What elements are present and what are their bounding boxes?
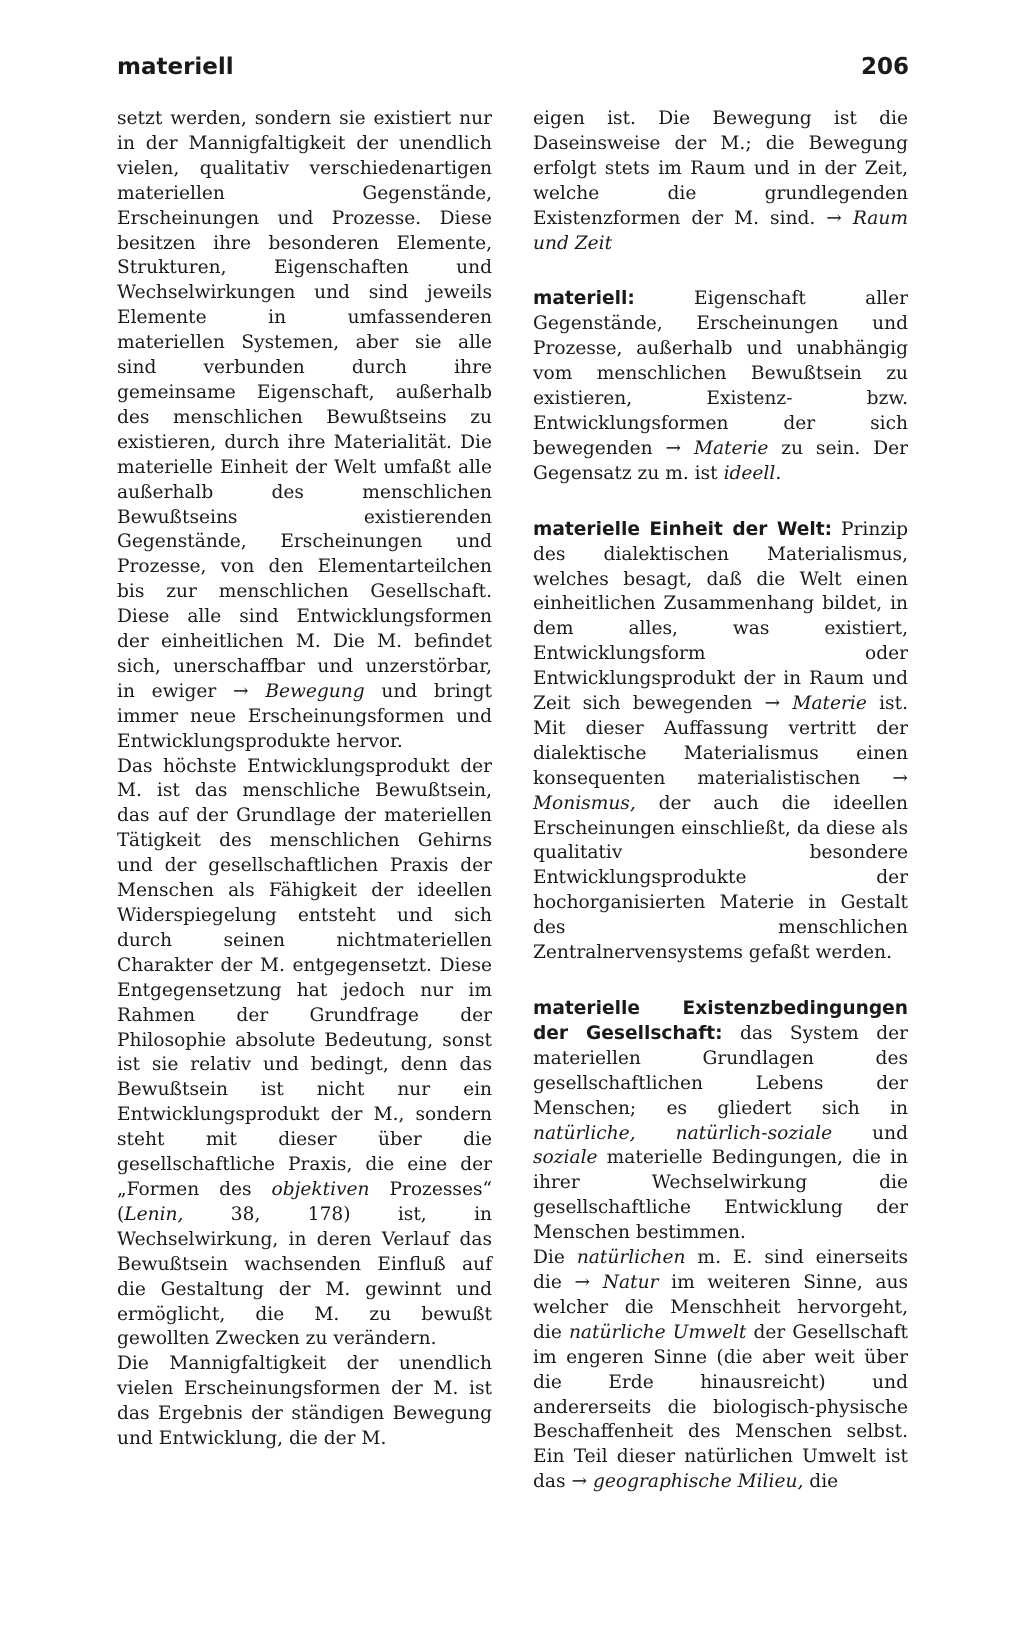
entry-headword: materielle Existenzbedingungen der Gesellschaft: <box>533 998 908 1044</box>
cross-reference-arrow-icon: → <box>892 767 908 789</box>
entry-headword: materielle Einheit der Welt: <box>533 518 833 540</box>
paragraph: Die natürlichen m. E. sind einerseits die → Natur im weiteren Sinne, aus welcher die Menschheit hervorgeht, die natürliche Umwelt der Gesellschaft im engeren Sinne (die aber weit über die Erde hinausreicht) und andererseits die biologisch-physische Beschaffenheit des Menschen selbst. Ein Teil dieser natürlichen Umwelt ist das → geographische Milieu, die <box>533 1247 909 1493</box>
cross-reference-arrow-icon: → <box>571 1471 588 1493</box>
right-column <box>533 107 908 1495</box>
left-column <box>117 107 492 1452</box>
paragraph: eigen ist. Die Bewegung ist die Daseinsweise der M.; die Bewegung erfolgt stets im Raum und in der Zeit, welche die grundlegenden Existenzformen der M. sind. → Raum und Zeit <box>533 108 908 254</box>
dictionary-entry-materielle-existenzbedingungen: materielle Existenzbedingungen der Gesellschaft: das System der materiellen Grundlagen des gesellschaftlichen Lebens der Menschen; es gliedert sich in natürliche, natürlich-soziale und soziale materielle Bedingungen, die in ihrer Wechselwirkung die gesellschaftliche Entwicklung der Menschen bestimmen. <box>533 998 908 1244</box>
cross-reference-arrow-icon: → <box>574 1271 591 1293</box>
cross-reference-arrow-icon: → <box>665 437 682 459</box>
cross-reference: geographische Milieu, <box>592 1471 804 1493</box>
cross-reference: Monismus, <box>533 792 636 814</box>
page-header <box>117 54 909 90</box>
cross-reference: Natur <box>602 1271 659 1293</box>
cross-reference: Raum und Zeit <box>533 207 908 254</box>
dictionary-entry-materielle-einheit-der-welt: materielle Einheit der Welt: Prinzip des dialektischen Materialismus, welches besagt, daß die Welt einen einheitlichen Zusammenhang bildet, in dem alles, was existiert, Entwicklungsform oder Entwicklungsprodukt der in Raum und Zeit sich bewegenden → Materie ist. Mit dieser Auffassung vertritt der dialektische Materialismus einen konsequenten materialistischen → Monismus, der auch die ideellen Erscheinungen einschließt, da diese als qualitativ besondere Entwicklungsprodukte der hochorganisierten Materie in Gestalt des menschlichen Zentralnervensystems gefaßt werden. <box>533 518 908 964</box>
running-head: materiell <box>117 54 234 80</box>
cross-reference: Bewegung <box>265 680 365 702</box>
page-number: 206 <box>860 54 909 80</box>
paragraph: Das höchste Entwicklungsprodukt der M. ist das menschliche Bewußtsein, das auf der Grundlage der materiellen Tätigkeit des menschlichen Gehirns und der gesellschaftlichen Praxis der Menschen als Fähigkeit der ideellen Widerspiegelung entsteht und sich durch seinen nichtmateriellen Charakter der M. entgegensetzt. Diese Entgegensetzung hat jedoch nur im Rahmen der Grundfrage der Philosophie absolute Bedeutung, sonst ist sie relativ und bedingt, denn das Bewußtsein ist nicht nur ein Entwicklungsprodukt der M., sondern steht mit dieser über die gesellschaftliche Praxis, die eine der „Formen des objektiven Prozesses“ (Lenin, 38, 178) ist, in Wechselwirkung, in deren Verlauf das Bewußtsein wachsenden Einfluß auf die Gestaltung der M. gewinnt und ermöglicht, die M. zu bewußt gewollten Zwecken zu verändern. <box>117 755 492 1350</box>
cross-reference: Materie <box>792 693 867 715</box>
citation-author: Lenin, <box>124 1203 184 1225</box>
cross-reference-arrow-icon: → <box>764 693 781 715</box>
cross-reference: Materie <box>693 437 769 459</box>
paragraph: Die Mannigfaltigkeit der unendlich vielen Erscheinungsformen der M. ist das Ergebnis der ständigen Bewegung und Entwicklung, die der M. <box>117 1353 492 1450</box>
dictionary-entry-materiell: materiell: Eigenschaft aller Gegenstände, Erscheinungen und Prozesse, außerhalb und unabhängig vom menschlichen Bewußtsein zu existieren, Existenz- bzw. Entwicklungsformen der sich bewegenden → Materie zu sein. Der Gegensatz zu m. ist ideell. <box>533 288 908 484</box>
paragraph: setzt werden, sondern sie existiert nur in der Mannigfaltigkeit der unendlich vielen, qualitativ verschiedenartigen materiellen Gegenstände, Erscheinungen und Prozesse. Diese besitzen ihre besonderen Elemente, Strukturen, Eigenschaften und Wechselwirkungen und sind jeweils Elemente in umfassenderen materiellen Systemen, aber sie alle sind verbunden durch ihre gemeinsame Eigenschaft, außerhalb des menschlichen Bewußtseins zu existieren, durch ihre Materialität. Die materielle Einheit der Welt umfaßt alle außerhalb des menschlichen Bewußtseins existierenden Gegenstände, Erscheinungen und Prozesse, von den Elementarteilchen bis zur menschlichen Gesellschaft. Diese alle sind Entwicklungsformen der einheitlichen M. Die M. befindet sich, unerschaffbar und unzerstörbar, in ewiger → Bewegung und bringt immer neue Erscheinungsformen und Entwicklungsprodukte hervor. <box>117 108 493 752</box>
entry-headword: materiell: <box>533 288 635 310</box>
cross-reference-arrow-icon: → <box>233 680 249 702</box>
cross-reference-arrow-icon: → <box>826 207 842 229</box>
